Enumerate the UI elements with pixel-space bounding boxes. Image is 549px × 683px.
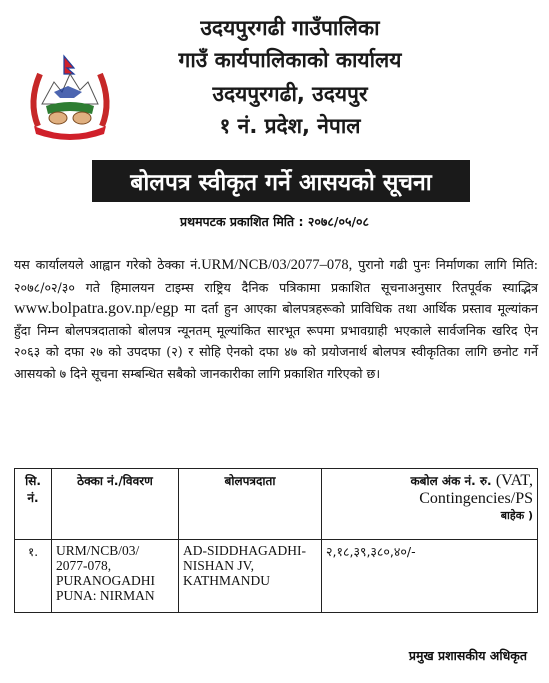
notice-body bbox=[14, 254, 538, 385]
body-part-3: मा दर्ता हुन आएका बोलपत्रहरूको प्राविधिक तथा आर्थिक प्रस्ताव मूल्यांकन हुँदा निम्न बोलपत्रदाताको बोलपत्र न्यूनतम् मूल्यांकित सारभूत रूपमा प्रभावग्राही भएकाले सार्वजनिक खरिद ऐन २०६३ को दफा २७ को उपदफा (२) र सोहि ऐनको दफा ४७ को प्रयोजनार्थ बोलपत्र स्वीकृतिका लागि छनोट गर्ने आसयको ७ दिने सूचना सम्बन्धित सबैको जानकारीका लागि प्रकाशित गरिएको छ। bbox=[14, 301, 538, 381]
col-sn: सि. नं. bbox=[15, 469, 52, 540]
notice-title: बोलपत्र स्वीकृत गर्ने आसयको सूचना bbox=[92, 160, 470, 202]
office-location: उदयपुरगढी, उदयपुर bbox=[212, 82, 368, 106]
table-row bbox=[15, 540, 538, 613]
published-date: २०७८/०५/०८ bbox=[307, 214, 370, 229]
published-label: प्रथमपटक प्रकाशित मिति : bbox=[179, 214, 304, 229]
row-contract: URM/NCB/03/ 2077-078, PURANOGADHI PUNA: NIRMAN bbox=[52, 540, 179, 613]
row-bidder: AD-SIDDHAGADHI-NISHAN JV, KATHMANDU bbox=[179, 540, 322, 613]
office-name: उदयपुरगढी गाउँपालिका bbox=[200, 16, 380, 40]
col-amount-en: (VAT, Contingencies/PS bbox=[419, 472, 533, 507]
signatory: प्रमुख प्रशासकीय अधिकृत bbox=[408, 648, 527, 663]
body-part-2: पुरानो गढी पुनः निर्माणका लागि मिति: २०७८/०२/३० गते हिमालयन टाइम्स राष्ट्रिय दैनिक पत्रिकामा प्रकाशित सूचनाअनुसार रितपूर्वक स्याद्भित्र bbox=[14, 257, 538, 295]
nepal-emblem-icon bbox=[24, 52, 116, 142]
col-amount-note: बाहेक ) bbox=[500, 509, 533, 522]
published-date-line bbox=[0, 213, 549, 230]
body-part-1: यस कार्यालयले आह्वान गरेको ठेक्का नं. bbox=[14, 257, 202, 272]
office-subtitle: गाउँ कार्यपालिकाको कार्यालय bbox=[178, 48, 402, 72]
office-province: १ नं. प्रदेश, नेपाल bbox=[219, 114, 361, 138]
bolpatra-url: www.bolpatra.gov.np/egp bbox=[14, 300, 179, 318]
bid-table-header bbox=[15, 469, 538, 540]
contract-number: URM/NCB/03/2077–078, bbox=[201, 257, 353, 273]
row-amount: २,१८,३९,३८०,४०/- bbox=[322, 540, 538, 613]
col-contract: ठेक्का नं./विवरण bbox=[52, 469, 179, 540]
col-bidder: बोलपत्रदाता bbox=[179, 469, 322, 540]
col-amount bbox=[322, 469, 538, 540]
col-amount-np: कबोल अंक नं. रु. bbox=[410, 474, 492, 488]
bid-table bbox=[14, 468, 538, 613]
row-sn: १. bbox=[15, 540, 52, 613]
